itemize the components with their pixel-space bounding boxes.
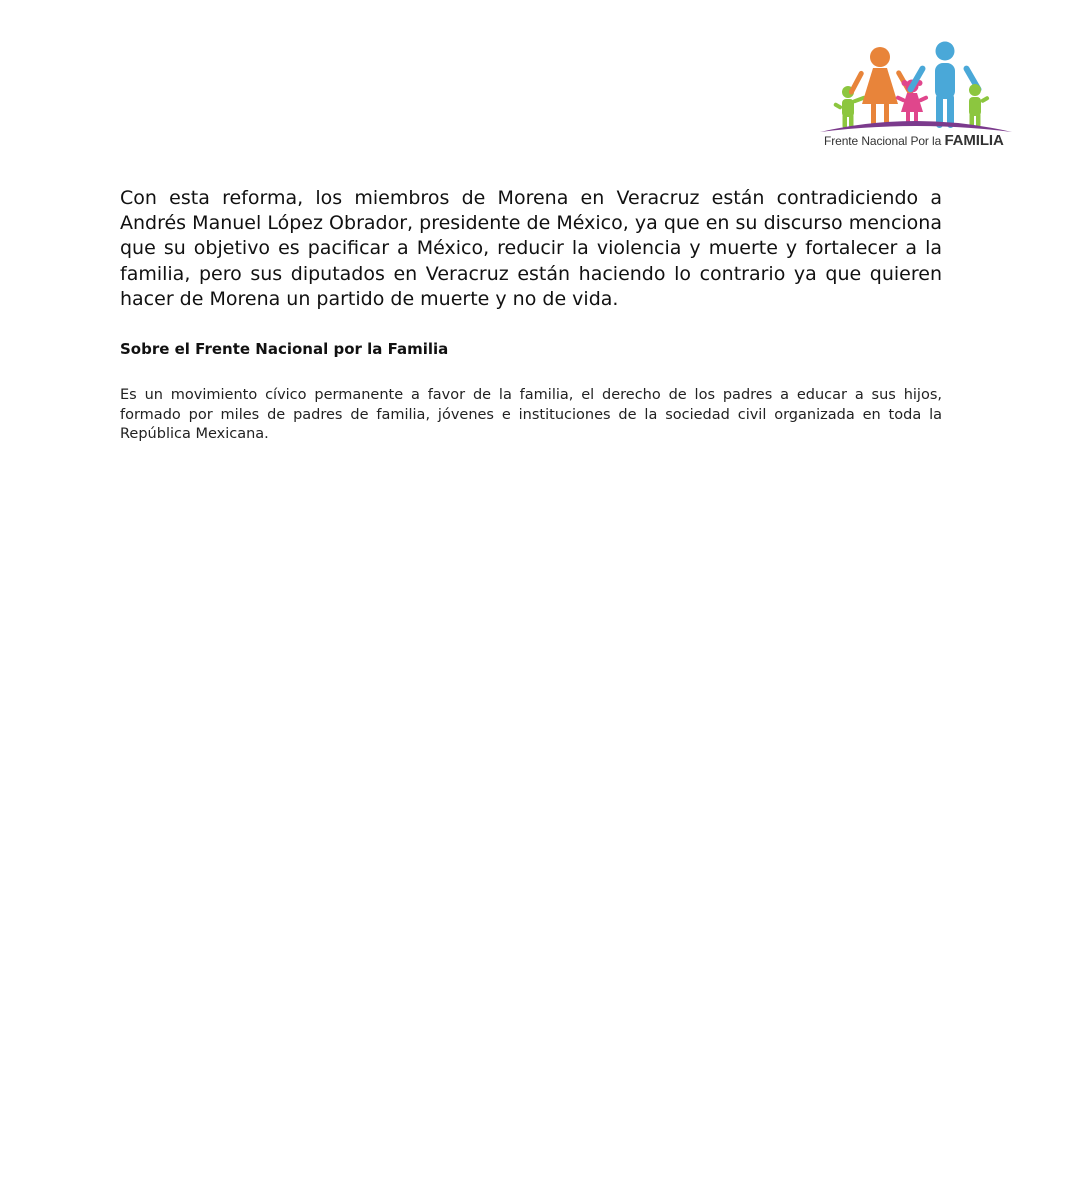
ground-arc — [820, 121, 1012, 132]
logo-text — [824, 132, 1014, 149]
section-heading: Sobre el Frente Nacional por la Familia — [120, 340, 449, 358]
organization-logo — [818, 40, 1014, 156]
main-paragraph: Con esta reforma, los miembros de Morena en Veracruz están contradiciendo a Andrés Manuel López Obrador, presidente de México, ya que en su discurso menciona que su objetivo es pacificar a México, reducir la violencia y muerte y fortalecer a la familia, pero sus diputados en Veracruz están haciendo lo contrario ya que quieren hacer de Morena un partido de muerte y no de vida. — [120, 187, 942, 310]
logo-text-strong: FAMILIA — [944, 132, 1004, 149]
child-right-figure — [969, 84, 990, 127]
family-figures-icon — [818, 40, 1014, 132]
logo-text-prefix: Frente Nacional Por la — [824, 134, 945, 148]
mother-figure — [848, 47, 915, 126]
about-paragraph: Es un movimiento cívico permanente a favor de la familia, el derecho de los padres a educar a sus hijos, formado por miles de padres de familia, jóvenes e instituciones de la sociedad civil organizada en toda la República Mexicana. — [120, 387, 942, 442]
